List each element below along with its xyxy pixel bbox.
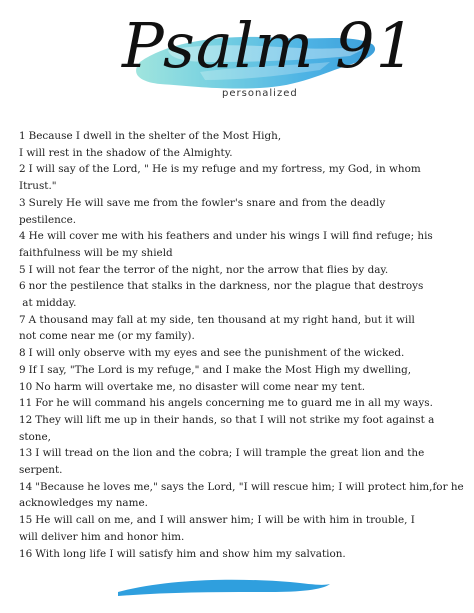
verse-line [19, 412, 459, 429]
verse-1 [19, 128, 459, 161]
verse-text: will deliver him and honor him. [19, 530, 185, 543]
verse-number: 12 [19, 413, 33, 426]
verse-line [19, 445, 459, 462]
verse-text: pestilence. [19, 213, 77, 226]
verse-text: not come near me (or my family). [19, 330, 195, 343]
verse-12 [19, 412, 459, 445]
verse-line [19, 195, 459, 212]
verse-text: acknowledges my name. [19, 497, 148, 510]
verse-number: 2 [19, 163, 26, 176]
verse-text: They will lift me up in their hands, so that I will not strike my foot against a [35, 413, 435, 426]
verse-number: 11 [19, 397, 33, 410]
verse-4 [19, 228, 459, 261]
footer-swoosh-decoration [0, 570, 474, 610]
page-title: Psalm 91 [122, 9, 417, 82]
verse-text: Because I dwell in the shelter of the Most High, [28, 130, 282, 142]
verse-number: 8 [19, 347, 26, 360]
verse-3 [19, 195, 459, 228]
verse-14 [19, 479, 464, 512]
verse-9 [19, 362, 459, 379]
verse-text: stone, [19, 430, 51, 443]
verse-text: serpent. [19, 464, 63, 477]
verse-text: For he will command his angels concerning me to guard me in all my ways. [35, 397, 433, 410]
verse-text: Itrust." [19, 180, 57, 193]
verse-text: I will only observe with my eyes and see the punishment of the wicked. [28, 347, 405, 360]
verse-number: 1 [19, 130, 26, 142]
verse-text: at midday. [19, 297, 77, 310]
verse-text: With long life I will satisfy him and show him my salvation. [35, 547, 346, 560]
verse-text: He will call on me, and I will answer him; I will be with him in trouble, I [35, 514, 415, 527]
verse-text: Surely He will save me from the fowler's snare and from the deadly [28, 196, 386, 209]
verse-16 [19, 546, 459, 563]
verse-line [19, 228, 459, 245]
verse-number: 7 [19, 313, 26, 326]
verse-number: 10 [19, 380, 33, 393]
verse-line [19, 278, 459, 295]
verse-text: I will say of the Lord, " He is my refuge and my fortress, my God, in whom [28, 163, 421, 176]
verse-2 [19, 161, 459, 194]
verse-text: If I say, "The Lord is my refuge," and I make the Most High my dwelling, [28, 363, 412, 376]
verse-line [19, 395, 459, 412]
verse-number: 13 [19, 447, 33, 460]
verse-7 [19, 312, 459, 345]
verse-5 [19, 262, 459, 279]
verse-text: nor the pestilence that stalks in the darkness, nor the plague that destroys [28, 280, 424, 293]
verse-line [19, 161, 459, 178]
verse-line [19, 328, 459, 345]
verse-line [19, 379, 459, 396]
verse-6 [19, 278, 459, 311]
verse-number: 16 [19, 547, 33, 560]
verse-line [19, 529, 459, 546]
verse-line [19, 212, 459, 229]
verse-15 [19, 512, 459, 545]
verse-number: 15 [19, 514, 33, 527]
verse-line [19, 546, 459, 563]
verse-13 [19, 445, 459, 478]
verse-line [19, 295, 459, 312]
header [0, 0, 474, 120]
verse-text: faithfulness will be my shield [19, 246, 173, 259]
verse-text: He will cover me with his feathers and under his wings I will find refuge; his [28, 230, 433, 243]
page-subtitle: personalized [222, 88, 298, 99]
verse-number: 3 [19, 196, 26, 209]
verse-number: 14 [19, 480, 33, 493]
verse-line [19, 429, 459, 446]
verse-text: I will rest in the shadow of the Almighty. [19, 146, 233, 159]
verse-line [19, 312, 459, 329]
verse-line [19, 178, 459, 195]
verse-line [19, 245, 459, 262]
verse-text: I will tread on the lion and the cobra; I will trample the great lion and the [35, 447, 425, 460]
verse-number: 4 [19, 230, 26, 243]
verse-line [19, 479, 464, 496]
verse-10 [19, 379, 459, 396]
verse-text: No harm will overtake me, no disaster will come near my tent. [35, 380, 366, 393]
verse-8 [19, 345, 459, 362]
verse-line [19, 462, 459, 479]
verse-line [19, 145, 459, 162]
verse-text: "Because he loves me," says the Lord, "I will rescue him; I will protect him,for he [35, 480, 464, 493]
verse-line [19, 262, 459, 279]
verse-line [19, 512, 459, 529]
verse-list [19, 128, 464, 562]
verse-number: 5 [19, 263, 26, 276]
verse-11 [19, 395, 459, 412]
verse-line [19, 495, 459, 512]
verse-text: I will not fear the terror of the night, nor the arrow that flies by day. [28, 263, 389, 276]
verse-line [19, 362, 459, 379]
verse-line [19, 345, 459, 362]
verse-line [19, 128, 459, 145]
verse-number: 6 [19, 280, 26, 293]
verse-number: 9 [19, 363, 26, 376]
verse-text: A thousand may fall at my side, ten thousand at my right hand, but it will [28, 313, 415, 326]
